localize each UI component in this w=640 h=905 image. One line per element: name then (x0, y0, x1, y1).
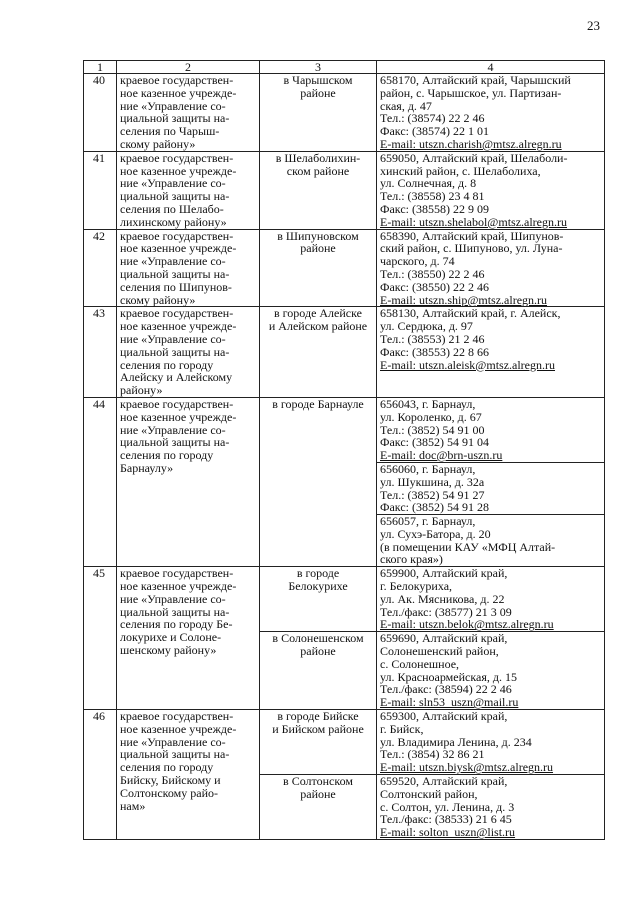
office-contacts (377, 515, 605, 567)
office-contacts (377, 462, 605, 514)
office-contacts (377, 74, 605, 152)
table-row (84, 229, 605, 307)
office-address: 659300, Алтайский край, г. Бийск, ул. Владимира Ленина, д. 234 (380, 709, 532, 749)
office-contacts (377, 229, 605, 307)
district-name: в городе Барнауле (260, 397, 377, 566)
column-header: 2 (117, 61, 260, 74)
office-email-link[interactable]: E-mail: sln53_uszn@mail.ru (380, 695, 519, 710)
office-contacts (377, 307, 605, 398)
office-phone: Тел.: (38553) 21 2 46 (380, 331, 485, 346)
office-contacts (377, 775, 605, 840)
agency-name: краевое государствен- ное казенное учрежде- ние «Управление со- циальной защиты на- селения по городу Алейску и Алейскому району» (117, 307, 260, 398)
agency-name: краевое государствен- ное казенное учрежде- ние «Управление со- циальной защиты на- селения по городу Бийску, Бийскому и Солтонскому райо- нам» (117, 710, 260, 840)
district-name: в городе Алейске и Алейском районе (260, 307, 377, 398)
district-name: в Шелаболихин- ском районе (260, 151, 377, 229)
district-name: в Солтонском районе (260, 775, 377, 840)
office-phone: Факс: (3852) 54 91 04 (380, 435, 489, 450)
office-email-link[interactable]: E-mail: solton_uszn@list.ru (380, 825, 516, 840)
office-phone: Факс: (38553) 22 8 66 (380, 344, 489, 359)
office-phone: Факс: (3852) 54 91 28 (380, 500, 489, 515)
office-phone: Факс: (38558) 22 9 09 (380, 201, 489, 216)
office-email-link[interactable]: E-mail: utszn.biysk@mtsz.alregn.ru (380, 760, 554, 775)
office-phone: Тел./факс: (38577) 21 3 09 (380, 604, 512, 619)
office-email-link[interactable]: E-mail: doc@brn-uszn.ru (380, 448, 503, 463)
office-phone: Факс: (38550) 22 2 46 (380, 279, 489, 294)
agency-name: краевое государствен- ное казенное учрежде- ние «Управление со- циальной защиты на- селения по Чарыш- скому району» (117, 74, 260, 152)
office-contacts (377, 397, 605, 462)
office-address: 659900, Алтайский край, г. Белокуриха, ул. Ак. Мясникова, д. 22 (380, 566, 508, 606)
office-address: 658390, Алтайский край, Шипунов- ский район, с. Шипуново, ул. Луна- чарского, д. 74 (380, 228, 564, 269)
district-name: в городе Белокурихе (260, 567, 377, 632)
office-phone: Тел.: (3854) 32 86 21 (380, 747, 485, 762)
district-name: в городе Бийске и Бийском районе (260, 710, 377, 775)
row-number: 45 (84, 567, 117, 710)
table-row (84, 151, 605, 229)
office-contacts (377, 710, 605, 775)
row-number: 42 (84, 229, 117, 307)
table-row (84, 710, 605, 775)
office-email-link[interactable]: E-mail: utszn.aleisk@mtsz.alregn.ru (380, 357, 556, 372)
office-contacts (377, 632, 605, 710)
table-row (84, 307, 605, 398)
office-phone: Тел.: (38550) 22 2 46 (380, 266, 485, 281)
column-header: 4 (377, 61, 605, 74)
agency-name: краевое государствен- ное казенное учрежде- ние «Управление со- циальной защиты на- селения по Шипунов- скому району» (117, 229, 260, 307)
table-row (84, 74, 605, 152)
column-header: 1 (84, 61, 117, 74)
table-row (84, 397, 605, 462)
office-contacts (377, 151, 605, 229)
office-contacts (377, 567, 605, 632)
row-number: 43 (84, 307, 117, 398)
office-address: 656057, г. Барнаул, ул. Сухэ-Батора, д. 20 (в помещении КАУ «МФЦ Алтай- ского края») (380, 514, 556, 567)
office-phone: Тел./факс: (38533) 21 6 45 (380, 812, 512, 827)
row-number: 46 (84, 710, 117, 840)
agency-name: краевое государствен- ное казенное учрежде- ние «Управление со- циальной защиты на- селения по Шелабо- лихинскому району» (117, 151, 260, 229)
table-row (84, 567, 605, 632)
office-address: 656060, г. Барнаул, ул. Шукшина, д. 32а (380, 461, 485, 489)
row-number: 41 (84, 151, 117, 229)
social-protection-offices-table (83, 60, 605, 840)
row-number: 40 (84, 74, 117, 152)
column-header: 3 (260, 61, 377, 74)
office-email-link[interactable]: E-mail: utszn.shelabol@mtsz.alregn.ru (380, 214, 568, 229)
office-phone: Тел.: (38558) 23 4 81 (380, 189, 485, 204)
office-address: 656043, г. Барнаул, ул. Короленко, д. 67 (380, 396, 482, 424)
district-name: в Шипуновском районе (260, 229, 377, 307)
office-address: 659520, Алтайский край, Солтонский район, с. Солтон, ул. Ленина, д. 3 (380, 774, 515, 814)
agency-name: краевое государствен- ное казенное учрежде- ние «Управление со- циальной защиты на- селения по городу Барнаулу» (117, 397, 260, 566)
office-address: 659050, Алтайский край, Шелаболи- хинский район, с. Шелаболиха, ул. Солнечная, д. 8 (380, 150, 568, 191)
office-email-link[interactable]: E-mail: utszn.ship@mtsz.alregn.ru (380, 292, 548, 307)
office-address: 658130, Алтайский край, г. Алейск, ул. Сердюка, д. 97 (380, 306, 561, 334)
page-number: 23 (587, 18, 600, 33)
office-address: 659690, Алтайский край, Солонешенский район, с. Солонешное, ул. Красноармейская, д. 15 (380, 631, 517, 684)
office-phone: Тел./факс: (38594) 22 2 46 (380, 682, 512, 697)
district-name: в Чарышском районе (260, 74, 377, 152)
district-name: в Солонешенском районе (260, 632, 377, 710)
office-phone: Факс: (38574) 22 1 01 (380, 124, 489, 139)
office-phone: Тел.: (3852) 54 91 27 (380, 487, 485, 502)
office-phone: Тел.: (38574) 22 2 46 (380, 111, 485, 126)
row-number: 44 (84, 397, 117, 566)
office-email-link[interactable]: E-mail: utszn.charish@mtsz.alregn.ru (380, 136, 562, 151)
agency-name: краевое государствен- ное казенное учрежде- ние «Управление со- циальной защиты на- селения по городу Бе- локурихе и Солоне- шенскому району» (117, 567, 260, 710)
column-number-header-row (84, 61, 605, 74)
office-address: 658170, Алтайский край, Чарышский район, с. Чарышское, ул. Партизан- ская, д. 47 (380, 73, 571, 113)
office-email-link[interactable]: E-mail: utszn.belok@mtsz.alregn.ru (380, 617, 554, 632)
office-phone: Тел.: (3852) 54 91 00 (380, 422, 485, 437)
